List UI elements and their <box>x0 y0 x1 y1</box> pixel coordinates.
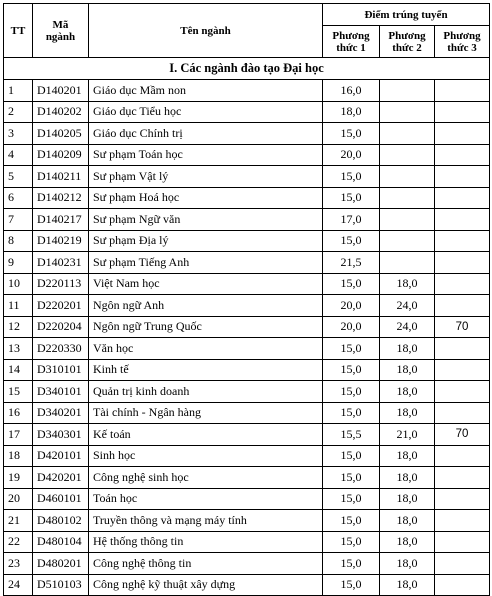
table-row <box>4 166 490 188</box>
score-method-2: 18,0 <box>380 467 435 489</box>
row-number: 10 <box>4 273 33 295</box>
table-row <box>4 123 490 145</box>
score-method-2 <box>380 123 435 145</box>
score-method-2: 18,0 <box>380 510 435 532</box>
major-code: D340101 <box>33 381 89 403</box>
major-name: Công nghệ thông tin <box>89 553 323 575</box>
score-method-2 <box>380 144 435 166</box>
major-name: Tài chính - Ngân hàng <box>89 402 323 424</box>
table-row <box>4 316 490 338</box>
score-method-1: 15,0 <box>323 574 380 596</box>
table-row <box>4 402 490 424</box>
header-name: Tên ngành <box>89 4 323 58</box>
score-method-1: 15,0 <box>323 553 380 575</box>
major-name: Sinh học <box>89 445 323 467</box>
major-name: Sư phạm Hoá học <box>89 187 323 209</box>
table-row <box>4 144 490 166</box>
score-method-3 <box>435 144 490 166</box>
score-method-3 <box>435 187 490 209</box>
major-code: D340301 <box>33 424 89 446</box>
major-name: Kinh tế <box>89 359 323 381</box>
major-code: D310101 <box>33 359 89 381</box>
table-row <box>4 209 490 231</box>
major-name: Giáo dục Chính trị <box>89 123 323 145</box>
score-method-3 <box>435 166 490 188</box>
major-name: Kế toán <box>89 424 323 446</box>
score-method-3 <box>435 80 490 102</box>
major-code: D140212 <box>33 187 89 209</box>
row-number: 7 <box>4 209 33 231</box>
score-method-3 <box>435 101 490 123</box>
score-method-1: 15,0 <box>323 230 380 252</box>
row-number: 24 <box>4 574 33 596</box>
major-code: D140202 <box>33 101 89 123</box>
score-method-1: 18,0 <box>323 101 380 123</box>
table-row <box>4 510 490 532</box>
major-name: Giáo dục Mầm non <box>89 80 323 102</box>
score-method-2: 24,0 <box>380 316 435 338</box>
row-number: 9 <box>4 252 33 274</box>
table-row <box>4 359 490 381</box>
major-name: Việt Nam học <box>89 273 323 295</box>
major-name: Sư phạm Địa lý <box>89 230 323 252</box>
row-number: 21 <box>4 510 33 532</box>
row-number: 13 <box>4 338 33 360</box>
table-row <box>4 574 490 596</box>
score-method-2: 18,0 <box>380 359 435 381</box>
major-name: Sư phạm Tiếng Anh <box>89 252 323 274</box>
score-method-1: 20,0 <box>323 316 380 338</box>
major-code: D220330 <box>33 338 89 360</box>
score-method-1: 15,0 <box>323 488 380 510</box>
score-method-2: 18,0 <box>380 402 435 424</box>
score-method-1: 15,5 <box>323 424 380 446</box>
major-name: Sư phạm Ngữ văn <box>89 209 323 231</box>
table-row <box>4 80 490 102</box>
row-number: 4 <box>4 144 33 166</box>
score-method-3 <box>435 338 490 360</box>
score-method-3 <box>435 445 490 467</box>
header-method-3: Phương thức 3 <box>435 26 490 58</box>
row-number: 12 <box>4 316 33 338</box>
score-method-2 <box>380 252 435 274</box>
row-number: 22 <box>4 531 33 553</box>
row-number: 1 <box>4 80 33 102</box>
table-row <box>4 445 490 467</box>
major-code: D220113 <box>33 273 89 295</box>
table-row <box>4 531 490 553</box>
score-method-1: 15,0 <box>323 467 380 489</box>
header-score-group: Điểm trúng tuyển <box>323 4 490 26</box>
score-method-3: 70 <box>435 424 490 446</box>
score-method-3 <box>435 531 490 553</box>
major-name: Ngôn ngữ Anh <box>89 295 323 317</box>
table-row <box>4 295 490 317</box>
major-code: D480104 <box>33 531 89 553</box>
major-name: Công nghệ sinh học <box>89 467 323 489</box>
score-method-2: 24,0 <box>380 295 435 317</box>
table-row <box>4 252 490 274</box>
score-method-2 <box>380 101 435 123</box>
score-method-1: 20,0 <box>323 295 380 317</box>
section-title: I. Các ngành đào tạo Đại học <box>4 58 490 80</box>
score-method-3 <box>435 402 490 424</box>
score-method-3 <box>435 209 490 231</box>
score-method-3 <box>435 230 490 252</box>
score-method-1: 15,0 <box>323 510 380 532</box>
header-code: Mã ngành <box>33 4 89 58</box>
score-method-2 <box>380 230 435 252</box>
major-code: D510103 <box>33 574 89 596</box>
score-method-3 <box>435 488 490 510</box>
row-number: 8 <box>4 230 33 252</box>
score-method-1: 15,0 <box>323 187 380 209</box>
table-row <box>4 424 490 446</box>
row-number: 20 <box>4 488 33 510</box>
admission-scores-table <box>3 3 490 596</box>
major-code: D480201 <box>33 553 89 575</box>
score-method-2: 21,0 <box>380 424 435 446</box>
score-method-2: 18,0 <box>380 381 435 403</box>
score-method-1: 15,0 <box>323 359 380 381</box>
score-method-1: 16,0 <box>323 80 380 102</box>
score-method-3 <box>435 574 490 596</box>
score-method-3 <box>435 381 490 403</box>
row-number: 11 <box>4 295 33 317</box>
major-name: Quản trị kinh doanh <box>89 381 323 403</box>
major-name: Sư phạm Toán học <box>89 144 323 166</box>
score-method-3 <box>435 123 490 145</box>
score-method-1: 15,0 <box>323 402 380 424</box>
row-number: 3 <box>4 123 33 145</box>
score-method-2: 18,0 <box>380 338 435 360</box>
major-code: D140201 <box>33 80 89 102</box>
major-code: D420101 <box>33 445 89 467</box>
major-code: D140205 <box>33 123 89 145</box>
score-method-3: 70 <box>435 316 490 338</box>
score-method-2: 18,0 <box>380 273 435 295</box>
score-method-3 <box>435 252 490 274</box>
major-code: D140231 <box>33 252 89 274</box>
major-code: D220204 <box>33 316 89 338</box>
header-tt: TT <box>4 4 33 58</box>
score-method-1: 15,0 <box>323 445 380 467</box>
score-method-2 <box>380 80 435 102</box>
major-code: D140217 <box>33 209 89 231</box>
score-method-2 <box>380 166 435 188</box>
row-number: 14 <box>4 359 33 381</box>
score-method-3 <box>435 510 490 532</box>
major-name: Văn học <box>89 338 323 360</box>
table-row <box>4 101 490 123</box>
score-method-1: 15,0 <box>323 273 380 295</box>
major-code: D460101 <box>33 488 89 510</box>
major-name: Truyền thông và mạng máy tính <box>89 510 323 532</box>
major-name: Toán học <box>89 488 323 510</box>
row-number: 15 <box>4 381 33 403</box>
row-number: 6 <box>4 187 33 209</box>
score-method-2: 18,0 <box>380 488 435 510</box>
header-method-2: Phương thức 2 <box>380 26 435 58</box>
score-method-3 <box>435 295 490 317</box>
major-name: Giáo dục Tiểu học <box>89 101 323 123</box>
table-row <box>4 230 490 252</box>
table-row <box>4 553 490 575</box>
row-number: 18 <box>4 445 33 467</box>
score-method-2 <box>380 209 435 231</box>
major-name: Ngôn ngữ Trung Quốc <box>89 316 323 338</box>
score-method-1: 17,0 <box>323 209 380 231</box>
table-row <box>4 338 490 360</box>
major-name: Hệ thống thông tin <box>89 531 323 553</box>
score-method-1: 15,0 <box>323 531 380 553</box>
table-row <box>4 488 490 510</box>
score-method-2: 18,0 <box>380 445 435 467</box>
row-number: 19 <box>4 467 33 489</box>
table-row <box>4 187 490 209</box>
major-name: Công nghệ kỹ thuật xây dựng <box>89 574 323 596</box>
score-method-2: 18,0 <box>380 531 435 553</box>
score-method-3 <box>435 467 490 489</box>
score-method-2: 18,0 <box>380 574 435 596</box>
score-method-2: 18,0 <box>380 553 435 575</box>
row-number: 5 <box>4 166 33 188</box>
score-method-1: 15,0 <box>323 338 380 360</box>
score-method-2 <box>380 187 435 209</box>
score-method-3 <box>435 273 490 295</box>
row-number: 2 <box>4 101 33 123</box>
table-row <box>4 273 490 295</box>
row-number: 16 <box>4 402 33 424</box>
score-method-1: 15,0 <box>323 166 380 188</box>
score-method-3 <box>435 553 490 575</box>
major-code: D340201 <box>33 402 89 424</box>
major-code: D420201 <box>33 467 89 489</box>
table-row <box>4 381 490 403</box>
row-number: 23 <box>4 553 33 575</box>
score-method-1: 15,0 <box>323 123 380 145</box>
major-code: D140211 <box>33 166 89 188</box>
score-method-1: 15,0 <box>323 381 380 403</box>
score-method-1: 20,0 <box>323 144 380 166</box>
major-code: D140219 <box>33 230 89 252</box>
table-row <box>4 467 490 489</box>
row-number: 17 <box>4 424 33 446</box>
major-name: Sư phạm Vật lý <box>89 166 323 188</box>
score-method-1: 21,5 <box>323 252 380 274</box>
major-code: D220201 <box>33 295 89 317</box>
major-code: D480102 <box>33 510 89 532</box>
header-method-1: Phương thức 1 <box>323 26 380 58</box>
major-code: D140209 <box>33 144 89 166</box>
score-method-3 <box>435 359 490 381</box>
